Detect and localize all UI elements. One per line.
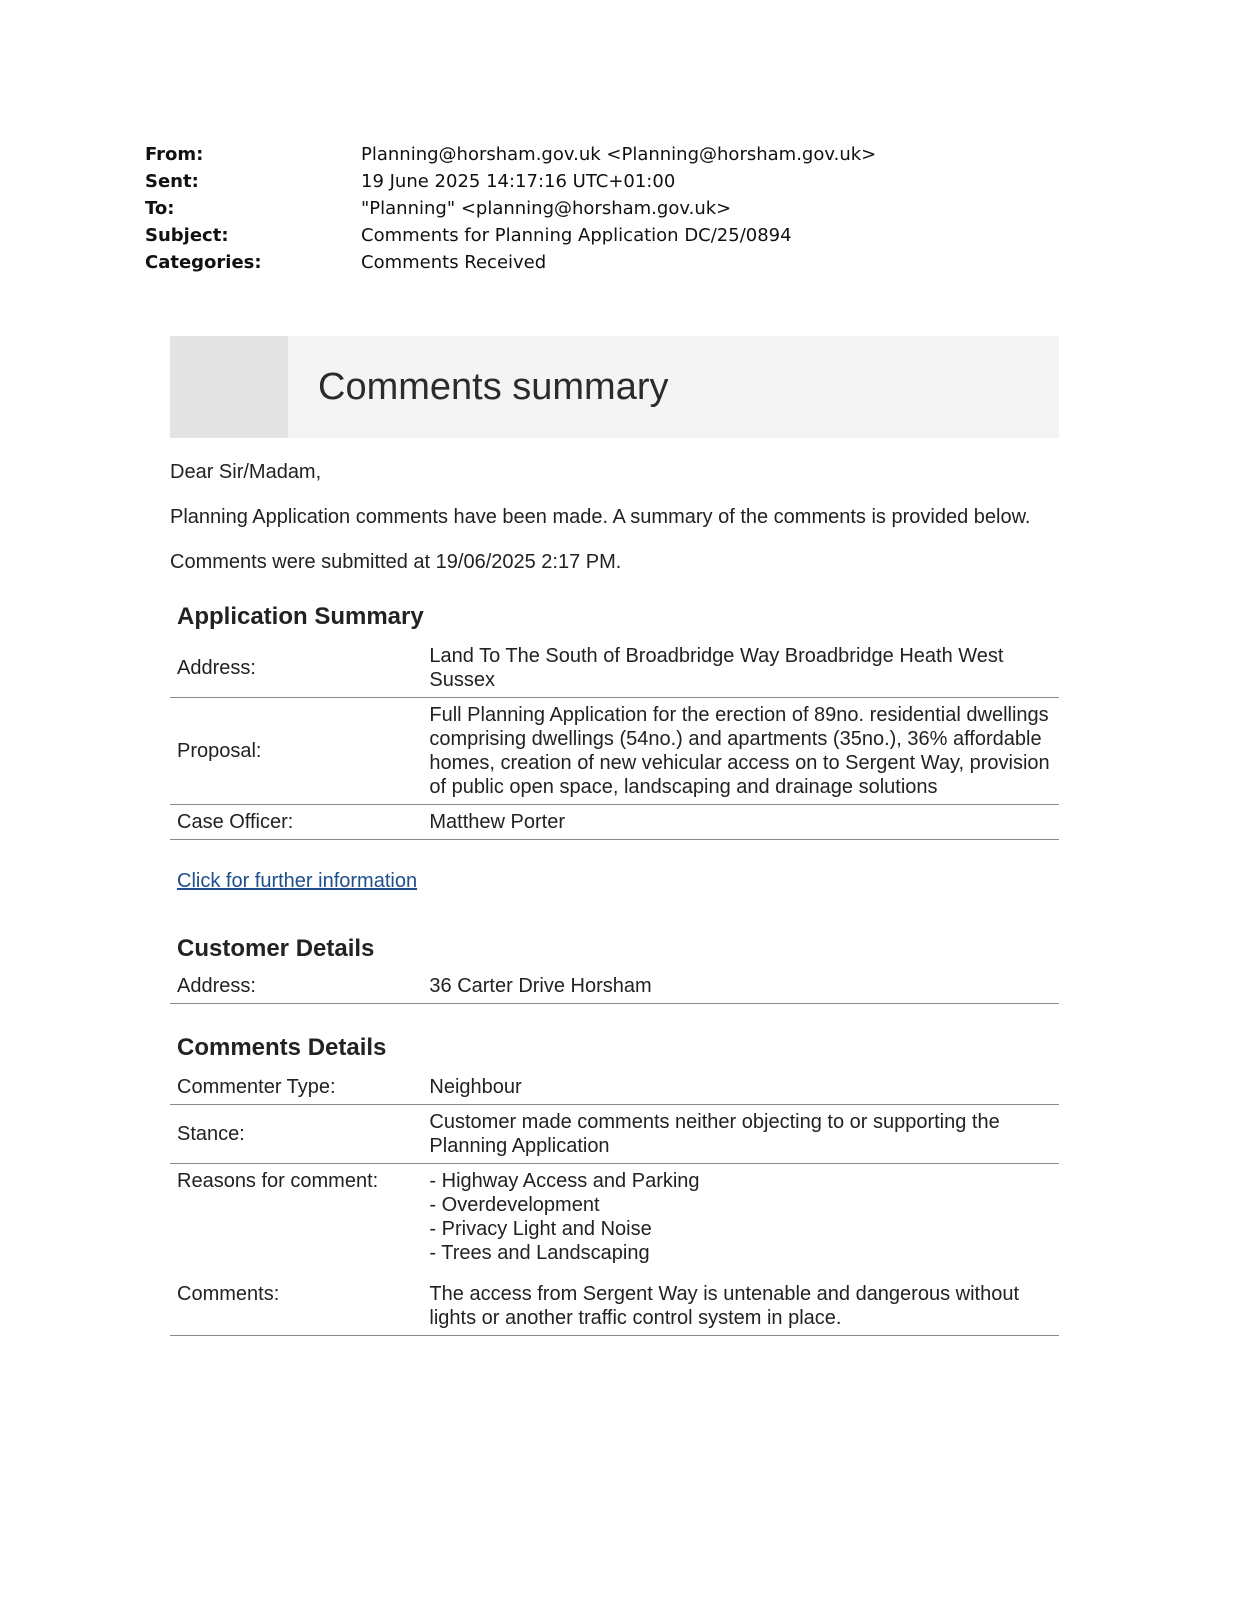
subject-label: Subject: — [145, 225, 229, 246]
categories-label: Categories: — [145, 252, 262, 273]
from-label: From: — [145, 144, 204, 165]
email-header — [145, 141, 876, 276]
to-label: To: — [145, 198, 175, 219]
case-officer-label: Case Officer: — [170, 805, 422, 840]
proposal-label: Proposal: — [170, 698, 422, 805]
table-row — [170, 805, 1059, 840]
table-row — [170, 1270, 1059, 1336]
page-title: Comments summary — [318, 366, 669, 408]
customer-details-heading: Customer Details — [177, 935, 375, 962]
title-accent-block — [170, 336, 288, 438]
greeting: Dear Sir/Madam, — [170, 461, 322, 483]
stance-label: Stance: — [170, 1105, 422, 1164]
customer-details-table — [170, 969, 1059, 1004]
table-row — [170, 1105, 1059, 1164]
reasons-label: Reasons for comment: — [177, 1170, 379, 1192]
application-summary-table — [170, 639, 1059, 840]
to-value: "Planning" <planning@horsham.gov.uk> — [361, 198, 732, 219]
customer-address-value: 36 Carter Drive Horsham — [422, 969, 1059, 1004]
submitted-text: Comments were submitted at 19/06/2025 2:17 PM. — [170, 551, 622, 573]
address-value: Land To The South of Broadbridge Way Broadbridge Heath West Sussex — [422, 639, 1059, 698]
categories-value: Comments Received — [361, 252, 547, 273]
subject-value: Comments for Planning Application DC/25/0894 — [361, 225, 792, 246]
table-row — [170, 969, 1059, 1004]
commenter-type-value: Neighbour — [422, 1070, 1059, 1105]
categories-row — [145, 249, 876, 276]
sent-value: 19 June 2025 14:17:16 UTC+01:00 — [361, 171, 676, 192]
sent-label: Sent: — [145, 171, 199, 192]
list-item: - Trees and Landscaping — [429, 1242, 650, 1264]
sent-row — [145, 168, 876, 195]
stance-value: Customer made comments neither objecting to or supporting the Planning Application — [422, 1105, 1059, 1164]
list-item: - Overdevelopment — [429, 1194, 600, 1216]
proposal-value: Full Planning Application for the erection of 89no. residential dwellings comprising dwellings (54no.) and apartments (35no.), 36% affordable homes, creation of new vehicular access on to Sergent Way, provision of public open space, landscaping and drainage solutions — [422, 698, 1059, 805]
address-label: Address: — [170, 639, 422, 698]
commenter-type-label: Commenter Type: — [170, 1070, 422, 1105]
customer-address-label: Address: — [170, 969, 422, 1004]
application-summary-heading: Application Summary — [177, 603, 424, 630]
table-row — [170, 698, 1059, 805]
list-item: - Privacy Light and Noise — [429, 1218, 652, 1240]
title-banner — [170, 336, 1059, 438]
further-info-container — [170, 870, 1059, 893]
comments-details-table — [170, 1070, 1059, 1336]
comments-value: The access from Sergent Way is untenable and dangerous without lights or another traffic control system in place. — [422, 1270, 1059, 1336]
to-row — [145, 195, 876, 222]
list-item: - Highway Access and Parking — [429, 1170, 700, 1192]
email-body — [170, 336, 1059, 1336]
comments-details-heading: Comments Details — [177, 1034, 387, 1061]
case-officer-value: Matthew Porter — [422, 805, 1059, 840]
from-row — [145, 141, 876, 168]
from-value: Planning@horsham.gov.uk <Planning@horsham.gov.uk> — [361, 144, 877, 165]
table-row — [170, 1164, 1059, 1271]
table-row — [170, 1070, 1059, 1105]
reasons-list — [422, 1164, 1059, 1271]
table-row — [170, 639, 1059, 698]
intro-text: Planning Application comments have been made. A summary of the comments is provided below. — [170, 506, 1031, 528]
subject-row — [145, 222, 876, 249]
further-information-link[interactable]: Click for further information — [177, 870, 418, 892]
comments-label: Comments: — [170, 1270, 422, 1336]
